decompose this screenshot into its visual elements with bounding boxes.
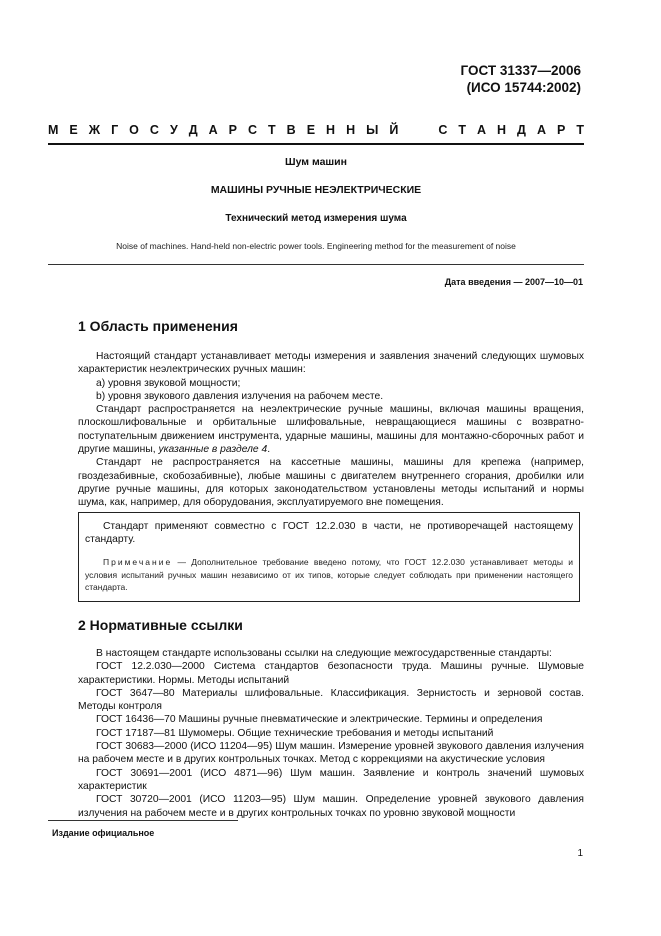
reference-item: ГОСТ 16436—70 Машины ручные пневматические и электрические. Термины и определения <box>96 714 543 726</box>
frame-note <box>85 556 573 594</box>
references-intro: В настоящем стандарте использованы ссылки на следующие межгосударственные стандарты: <box>96 648 552 659</box>
reference-item: ГОСТ 30720—2001 (ИСО 11203—95) Шум машин. Определение уровней звукового давления излучения на рабочем месте и в других контрольных точках по уровню звуковой мощности <box>78 794 584 819</box>
banner-letter: М <box>48 123 59 137</box>
scope-section-ref: указанные в разделе 4 <box>158 444 268 456</box>
note-label: Примечание <box>103 557 173 567</box>
section-2-heading: 2 Нормативные ссылки <box>78 617 243 633</box>
banner-letter: Р <box>228 123 237 137</box>
scope-paragraph: Настоящий стандарт устанавливает методы измерения и заявления значений следующих шумовых характеристик неэлектрических ручных машин: <box>78 351 584 376</box>
title-rule <box>48 264 584 265</box>
banner-letter: Н <box>346 123 356 137</box>
banner-letter: А <box>476 123 487 137</box>
title-main: МАШИНЫ РУЧНЫЕ НЕЭЛЕКТРИЧЕСКИЕ <box>210 184 422 196</box>
banner-letter: А <box>536 123 546 137</box>
scope-item-a: а) уровня звуковой мощности; <box>96 377 241 389</box>
banner-letter: Т <box>268 123 276 137</box>
gost-number: ГОСТ 31337—2006 <box>460 63 581 78</box>
scope-item-b: b) уровня звукового давления излучения на рабочем месте. <box>96 390 384 402</box>
scope-applies-text: Стандарт распространяется на неэлектрические ручные машины, включая машины вращения, плоскошлифовальные и орбитальные шлифовальные, невращающиеся машины с возвратно-поступательным движением инструмента, ударные машины, машины для монтажно-сборочных работ и другие машины, <box>78 404 584 456</box>
title-sub: Технический метод измерения шума <box>225 213 407 224</box>
banner-letter <box>409 123 412 137</box>
header-rule <box>48 143 584 145</box>
edition-label: Издание официальное <box>52 828 155 838</box>
banner-letter: Н <box>326 123 336 137</box>
scope-exclusions-paragraph: Стандарт не распространяется на кассетные машины, машины для крепежа (например, гвоздезабивные, скобозабивные), любые машины с двигателем внутреннего сгорания, дробилки или другие ручные машины, для которых законодательством установлены методы испытаний и нормы шума, как, например, для оборудования, эксплуатируемого вне помещения. <box>78 457 584 509</box>
banner-letter: С <box>248 123 258 137</box>
banner-letter: Т <box>458 123 466 137</box>
title-english: Noise of machines. Hand-held non-electric power tools. Engineering method for the measurement of noise <box>116 241 516 251</box>
reference-item: ГОСТ 17187—81 Шумомеры. Общие технические требования и методы испытаний <box>96 727 494 739</box>
reference-item: ГОСТ 30691—2001 (ИСО 4871—96) Шум машин. Заявление и контроль значений шумовых характеристик <box>78 767 584 792</box>
title-group: Шум машин <box>285 156 347 168</box>
banner-letter: Ы <box>366 123 379 137</box>
banner-letter: Т <box>576 123 584 137</box>
section-1-body <box>78 350 584 510</box>
page-number: 1 <box>577 848 583 859</box>
section-2-body <box>78 647 584 820</box>
banner-letter: С <box>438 123 448 137</box>
banner-letter: В <box>286 123 296 137</box>
banner-letter <box>424 123 427 137</box>
banner-letter: Й <box>389 123 399 137</box>
frame-text: Стандарт применяют совместно с ГОСТ 12.2.030 в части, не противоречащей настоящему стандарту. <box>85 521 573 546</box>
banner-letter: Ж <box>88 123 101 137</box>
note-text: — Дополнительное требование введено потому, что ГОСТ 12.2.030 устанавливает методы и условия испытаний ручных машин независимо от их типов, которые следует соблюдать при применении настоящего стандарта. <box>85 557 573 592</box>
iso-number: (ИСО 15744:2002) <box>466 80 581 95</box>
reference-item: ГОСТ 30683—2000 (ИСО 11204—95) Шум машин. Измерение уровней звукового давления излучения на рабочем месте и в других контрольных точках. Метод с коррекциями на акустические условия <box>78 741 584 766</box>
regional-note-frame <box>78 512 580 602</box>
banner-letter: Н <box>497 123 507 137</box>
document-designation <box>461 62 581 96</box>
scope-applies-paragraph: Стандарт распространяется на неэлектрические ручные машины, включая машины вращения, плоскошлифовальные и орбитальные шлифовальные, невращающиеся машины с возвратно-поступательным движением инструмента, ударные машины, машины для монтажно-сборочных работ и другие машины, указанные в разделе 4. <box>78 404 584 456</box>
banner-letter: Д <box>188 123 198 137</box>
banner-letter: С <box>149 123 159 137</box>
banner-letter: Р <box>556 123 566 137</box>
banner-letter: Е <box>69 123 78 137</box>
introduction-date: Дата введения — 2007—10—01 <box>444 277 583 287</box>
banner-letter: У <box>169 123 178 137</box>
footer-rule <box>48 820 238 821</box>
banner-letter: Д <box>517 123 526 137</box>
reference-item: ГОСТ 12.2.030—2000 Система стандартов безопасности труда. Машины ручные. Шумовые характеристики. Нормы. Методы испытаний <box>78 661 584 686</box>
banner-letter: О <box>129 123 139 137</box>
reference-item: ГОСТ 3647—80 Материалы шлифовальные. Классификация. Зернистость и зерновой состав. Методы контроля <box>78 687 584 713</box>
banner-letter: Е <box>306 123 316 137</box>
section-1-heading: 1 Область применения <box>78 318 238 334</box>
banner-letter: А <box>208 123 218 137</box>
interstate-standard-banner <box>48 123 584 137</box>
banner-letter: Г <box>111 123 119 137</box>
